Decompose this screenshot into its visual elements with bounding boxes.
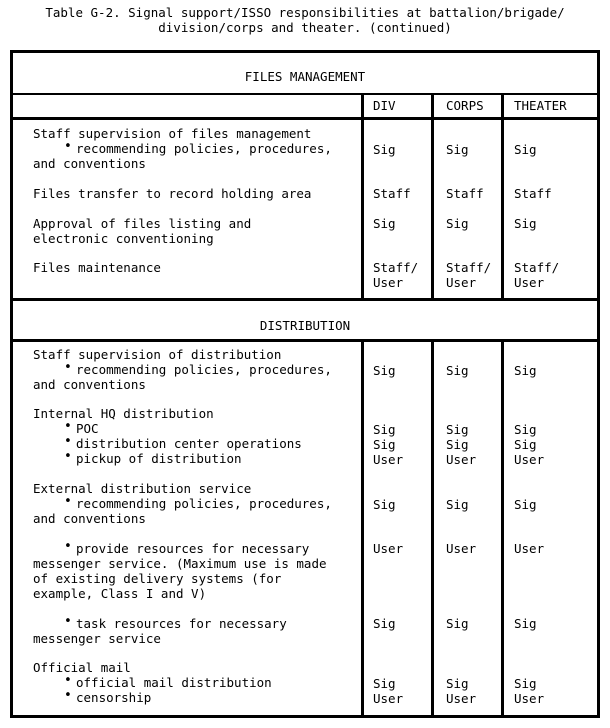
dist-row-6-label: Official mail [33, 660, 131, 675]
dist-row-5-div: Sig [373, 616, 396, 631]
files-management-title: FILES MANAGEMENT [244, 69, 366, 84]
files-row-4-corps: Staff/ User [446, 260, 492, 290]
responsibilities-table [10, 50, 600, 718]
files-row-1-bullet: • recommending policies, procedures, [76, 141, 332, 156]
dist-row-3-bullet: • recommending policies, procedures, [76, 496, 332, 511]
dist-row-4-theater: User [514, 541, 545, 556]
col-divider-theater-2 [501, 339, 504, 715]
files-row-2-div: Staff [373, 186, 411, 201]
dist-row-3-corps: Sig [446, 497, 469, 512]
dist-row-3-theater: Sig [514, 497, 537, 512]
dist-row-6-item-2: • censorship [76, 690, 151, 705]
files-row-2-label: Files transfer to record holding area [33, 186, 312, 201]
dist-row-2-3-theater: User [514, 452, 545, 467]
dist-row-1-div: Sig [373, 363, 396, 378]
dist-row-2-3-div: User [373, 452, 404, 467]
files-row-1-theater: Sig [514, 142, 537, 157]
dist-row-2-1-theater: Sig [514, 422, 537, 437]
col-head-theater: THEATER [514, 98, 567, 113]
dist-row-1-corps: Sig [446, 363, 469, 378]
dist-row-2-1-corps: Sig [446, 422, 469, 437]
col-head-corps: CORPS [446, 98, 484, 113]
dist-row-1-theater: Sig [514, 363, 537, 378]
dist-row-4-cont-1: messenger service. (Maximum use is made [33, 556, 327, 571]
col-divider-corps [431, 93, 434, 298]
rule-end-files-section [13, 298, 597, 301]
dist-row-2-2-theater: Sig [514, 437, 537, 452]
col-divider-div [361, 93, 364, 298]
dist-row-2-item-2: • distribution center operations [76, 436, 302, 451]
dist-row-3-div: Sig [373, 497, 396, 512]
files-row-3-div: Sig [373, 216, 396, 231]
dist-row-4-div: User [373, 541, 404, 556]
rule-under-column-heads [13, 117, 597, 120]
dist-row-2-label: Internal HQ distribution [33, 406, 214, 421]
col-divider-theater [501, 93, 504, 298]
files-row-2-corps: Staff [446, 186, 484, 201]
dist-row-6-1-div: Sig [373, 676, 396, 691]
col-divider-corps-2 [431, 339, 434, 715]
dist-row-4-bullet: • provide resources for necessary [76, 541, 309, 556]
dist-row-6-1-corps: Sig [446, 676, 469, 691]
files-row-1-div: Sig [373, 142, 396, 157]
dist-row-1-bullet: • recommending policies, procedures, [76, 362, 332, 377]
files-row-3-label-1: Approval of files listing and [33, 216, 252, 231]
files-row-3-label-2: electronic conventioning [33, 231, 214, 246]
dist-row-4-cont-2: of existing delivery systems (for [33, 571, 282, 586]
files-row-4-theater: Staff/ User [514, 260, 560, 290]
files-row-2-theater: Staff [514, 186, 552, 201]
files-row-1-label: Staff supervision of files management [33, 126, 312, 141]
dist-row-2-1-div: Sig [373, 422, 396, 437]
col-divider-div-2 [361, 339, 364, 715]
dist-row-5-bullet: • task resources for necessary [76, 616, 287, 631]
dist-row-5-theater: Sig [514, 616, 537, 631]
files-row-3-theater: Sig [514, 216, 537, 231]
dist-row-3-cont: and conventions [33, 511, 146, 526]
dist-row-6-1-theater: Sig [514, 676, 537, 691]
dist-row-5-corps: Sig [446, 616, 469, 631]
dist-row-6-2-div: User [373, 691, 404, 706]
dist-row-2-item-3: • pickup of distribution [76, 451, 242, 466]
files-row-4-label: Files maintenance [33, 260, 161, 275]
dist-row-1-cont: and conventions [33, 377, 146, 392]
col-head-div: DIV [373, 98, 396, 113]
dist-row-2-item-1: • POC [76, 421, 99, 436]
caption-line-1: Table G-2. Signal support/ISSO responsibilities at battalion/brigade/ [45, 5, 565, 20]
files-row-3-corps: Sig [446, 216, 469, 231]
files-row-4-div: Staff/ User [373, 260, 419, 290]
dist-row-2-3-corps: User [446, 452, 477, 467]
dist-row-2-2-div: Sig [373, 437, 396, 452]
files-row-1-corps: Sig [446, 142, 469, 157]
table-caption [0, 5, 610, 35]
dist-row-3-label: External distribution service [33, 481, 252, 496]
rule-under-distribution-title [13, 339, 597, 342]
dist-row-1-label: Staff supervision of distribution [33, 347, 282, 362]
files-row-1-cont: and conventions [33, 156, 146, 171]
rule-under-files-title [13, 93, 597, 95]
dist-row-5-cont: messenger service [33, 631, 161, 646]
dist-row-4-corps: User [446, 541, 477, 556]
dist-row-2-2-corps: Sig [446, 437, 469, 452]
distribution-title: DISTRIBUTION [259, 318, 351, 333]
dist-row-6-2-theater: User [514, 691, 545, 706]
dist-row-4-cont-3: example, Class I and V) [33, 586, 207, 601]
dist-row-6-item-1: • official mail distribution [76, 675, 272, 690]
caption-line-2: division/corps and theater. (continued) [158, 20, 452, 35]
dist-row-6-2-corps: User [446, 691, 477, 706]
